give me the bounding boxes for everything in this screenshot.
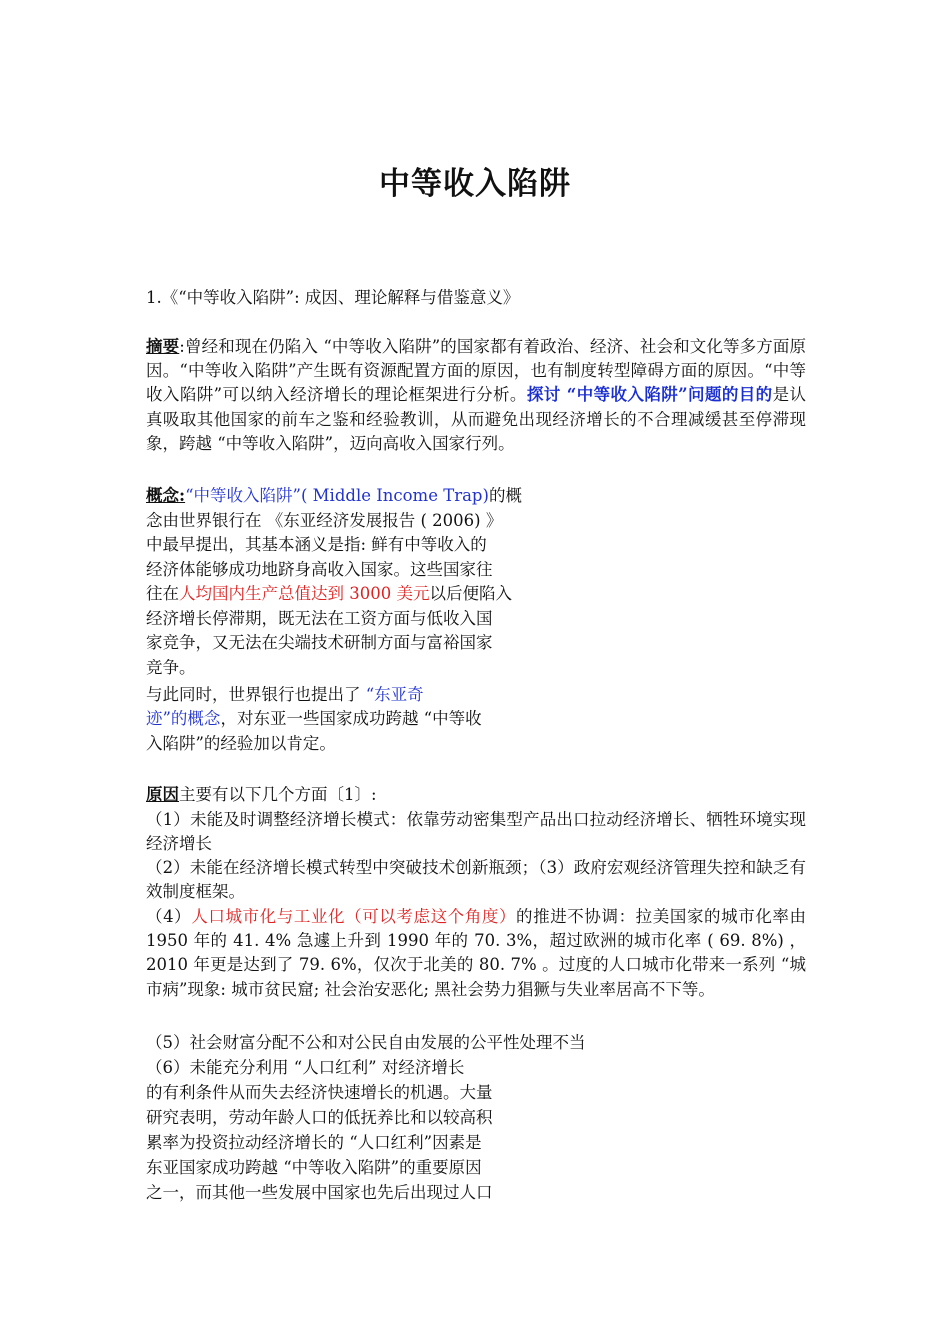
concept-line-8: 竞争。 xyxy=(146,658,196,677)
concept-text: 的概 xyxy=(488,486,522,505)
cause-item-4-highlight: 人口城市化与工业化（可以考虑这个角度） xyxy=(191,907,517,926)
abstract-emphasis: 探讨 “中等收入陷阱”问题的目的 xyxy=(526,385,773,405)
causes-heading xyxy=(146,783,377,807)
concept-text: 往在 xyxy=(146,584,179,603)
cause-item-2-3: （2）未能在经济增长模式转型中突破技术创新瓶颈；（3）政府宏观经济管理失控和缺乏有效制度框架。 xyxy=(146,858,806,902)
cause-item-6-line-3: 研究表明，劳动年龄人口的低抚养比和以较高积 xyxy=(146,1108,493,1127)
gdp-threshold-highlight: 人均国内生产总值达到 3000 美元 xyxy=(179,584,430,603)
concept-label: 概念: xyxy=(146,486,186,505)
east-asia-miracle-2: 迹”的概念 xyxy=(146,709,221,728)
cause-item-6-line-1: （6）未能充分利用 “人口红利” 对经济增长 xyxy=(146,1058,465,1077)
cause-item-5: （5）社会财富分配不公和对公民自由发展的公平性处理不当 xyxy=(146,1033,586,1052)
cause-item-6-line-4: 累率为投资拉动经济增长的 “人口红利”因素是 xyxy=(146,1133,482,1152)
abstract-label: 摘要 xyxy=(146,337,180,356)
abstract-text-2: 是认真吸取其他国家的前车之鉴和经验教训，从而避免出现经济增长的不合理减缓甚至停滞现象，跨越 “中等收入陷阱”，迈向高收入国家行列。 xyxy=(146,385,807,453)
concept-text: 以后便陷入 xyxy=(429,584,512,603)
concept-line-11: 入陷阱”的经验加以肯定。 xyxy=(146,734,336,753)
reference-heading: 1.《“中等收入陷阱”: 成因、理论解释与借鉴意义》 xyxy=(146,288,520,307)
concept-line-2: 念由世界银行在 《东亚经济发展报告 ( 2006) 》 xyxy=(146,511,503,530)
concept-line-4: 经济体能够成功地跻身高收入国家。这些国家往 xyxy=(146,560,493,579)
east-asia-miracle-1: “东亚奇 xyxy=(365,685,424,704)
abstract-paragraph xyxy=(146,335,806,456)
concept-line-10 xyxy=(146,707,482,731)
abstract-colon: : xyxy=(179,337,185,356)
concept-line-1 xyxy=(146,484,522,508)
cause-item-6-line-5: 东亚国家成功跨越 “中等收入陷阱”的重要原因 xyxy=(146,1158,482,1177)
causes-intro: 主要有以下几个方面〔1〕: xyxy=(179,785,377,804)
concept-line-3: 中最早提出，其基本涵义是指: 鲜有中等收入的 xyxy=(146,535,487,554)
cause-item-4 xyxy=(146,905,806,1002)
cause-item-1: （1）未能及时调整经济增长模式：依靠劳动密集型产品出口拉动经济增长、牺牲环境实现经济增长 xyxy=(146,810,806,854)
causes-label: 原因 xyxy=(146,785,179,804)
cause-item-4-text: 的推进不协调：拉美国家的城市化率由 1950 年的 41. 4% 急遽上升到 1990 年的 70. 3%，超过欧洲的城市化率 ( 69. 8%) ，2010 年更是达到了 79. 6%，仅次于北美的 80. 7% 。过度的人口城市化带来一系列 “城市病”现象: 城市贫民窟; 社会治安恶化; 黑社会势力猖獗与失业率居高不下等。 xyxy=(146,907,807,999)
concept-term: “中等收入陷阱”( Middle Income Trap) xyxy=(185,486,489,505)
concept-line-6: 经济增长停滞期，既无法在工资方面与低收入国 xyxy=(146,609,493,628)
cause-item-4-prefix: （4） xyxy=(146,907,192,926)
abstract-text-1: 曾经和现在仍陷入 “中等收入陷阱”的国家都有着政治、经济、社会和文化等多方面原因。“中等收入陷阱”产生既有资源配置方面的原因，也有制度转型障碍方面的原因。“中等收入陷阱”可以纳入经济增长的理论框架进行分析。 xyxy=(146,337,806,405)
concept-line-5 xyxy=(146,582,512,606)
document-title: 中等收入陷阱 xyxy=(379,166,571,202)
concept-text: ，对东亚一些国家成功跨越 “中等收 xyxy=(220,709,482,728)
concept-line-7: 家竞争，又无法在尖端技术研制方面与富裕国家 xyxy=(146,633,493,652)
concept-line-9 xyxy=(146,683,424,707)
concept-text: 与此同时，世界银行也提出了 xyxy=(146,685,366,704)
cause-item-6-line-2: 的有利条件从而失去经济快速增长的机遇。大量 xyxy=(146,1083,493,1102)
cause-item-6-line-6: 之一，而其他一些发展中国家也先后出现过人口 xyxy=(146,1183,493,1202)
